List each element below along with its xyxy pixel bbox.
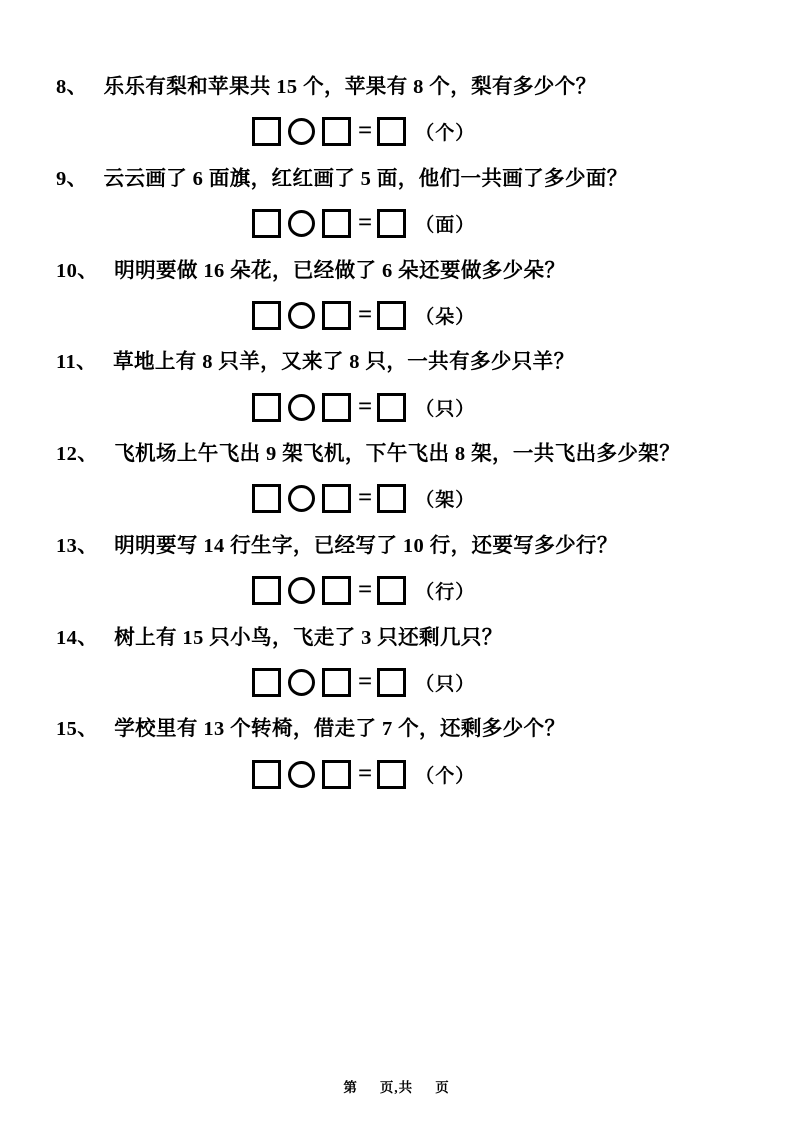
answer-box-2[interactable]	[322, 668, 351, 697]
answer-row	[56, 112, 737, 152]
answer-box-result[interactable]	[377, 301, 406, 330]
problem-item	[56, 531, 737, 611]
answer-box-1[interactable]	[252, 301, 281, 330]
problem-question	[56, 439, 737, 471]
problem-question	[56, 623, 737, 655]
answer-box-1[interactable]	[252, 760, 281, 789]
problem-question	[56, 164, 737, 196]
answer-unit: （朵）	[415, 306, 476, 328]
footer-total-label: 页,共	[379, 1080, 414, 1095]
problem-text: 明明要做 16 朵花，已经做了 6 朵还要做多少朵？	[114, 259, 566, 282]
equals-sign: =	[358, 300, 373, 328]
problem-text: 乐乐有梨和苹果共 15 个，苹果有 8 个，梨有多少个？	[103, 76, 597, 98]
operator-circle[interactable]	[288, 485, 315, 512]
problem-text: 云云画了 6 面旗，红红画了 5 面，他们一共画了多少面？	[103, 167, 628, 190]
operator-circle[interactable]	[288, 761, 315, 788]
answer-box-result[interactable]	[377, 576, 406, 605]
answer-box-1[interactable]	[252, 484, 281, 513]
footer-page-label: 第	[343, 1080, 358, 1095]
problem-question	[56, 347, 737, 379]
problem-number: 9、	[56, 167, 88, 190]
answer-unit: （面）	[415, 215, 476, 237]
operator-circle[interactable]	[288, 210, 315, 237]
problem-item	[56, 714, 737, 794]
answer-box-result[interactable]	[377, 484, 406, 513]
page-footer	[0, 1076, 793, 1096]
problem-question	[56, 72, 737, 104]
problem-text: 明明要写 14 行生字，已经写了 10 行，还要写多少行？	[114, 534, 618, 557]
answer-row	[56, 387, 737, 427]
problem-item	[56, 439, 737, 519]
problem-item	[56, 347, 737, 427]
answer-box-2[interactable]	[322, 576, 351, 605]
answer-row	[56, 204, 737, 244]
problem-item	[56, 256, 737, 336]
answer-row	[56, 295, 737, 335]
answer-row	[56, 571, 737, 611]
answer-box-2[interactable]	[322, 117, 351, 146]
equals-sign: =	[358, 209, 373, 237]
problem-item	[56, 72, 737, 152]
answer-box-2[interactable]	[322, 209, 351, 238]
equals-sign: =	[358, 392, 373, 420]
answer-row	[56, 662, 737, 702]
operator-circle[interactable]	[288, 394, 315, 421]
footer-page-suffix: 页	[435, 1080, 450, 1095]
answer-unit: （个）	[415, 123, 476, 145]
answer-box-2[interactable]	[322, 484, 351, 513]
answer-box-1[interactable]	[252, 393, 281, 422]
operator-circle[interactable]	[288, 577, 315, 604]
answer-unit: （行）	[415, 582, 476, 604]
answer-box-2[interactable]	[322, 760, 351, 789]
equals-sign: =	[358, 576, 373, 604]
answer-row	[56, 479, 737, 519]
problem-number: 12、	[56, 443, 99, 466]
problem-text: 树上有 15 只小鸟，飞走了 3 只还剩几只？	[114, 626, 503, 649]
problem-number: 8、	[56, 76, 88, 98]
answer-box-1[interactable]	[252, 117, 281, 146]
problem-question	[56, 256, 737, 288]
problem-number: 11、	[56, 351, 98, 374]
problem-item	[56, 164, 737, 244]
equals-sign: =	[358, 484, 373, 512]
answer-box-2[interactable]	[322, 301, 351, 330]
problem-number: 14、	[56, 626, 99, 649]
answer-box-result[interactable]	[377, 209, 406, 238]
problem-text: 学校里有 13 个转椅，借走了 7 个，还剩多少个？	[114, 718, 566, 741]
answer-unit: （只）	[415, 673, 476, 695]
answer-unit: （架）	[415, 490, 476, 512]
problem-number: 13、	[56, 534, 99, 557]
problem-question	[56, 531, 737, 563]
answer-box-result[interactable]	[377, 668, 406, 697]
problem-number: 15、	[56, 718, 99, 741]
equals-sign: =	[358, 667, 373, 695]
answer-box-1[interactable]	[252, 209, 281, 238]
problem-number: 10、	[56, 259, 99, 282]
answer-box-1[interactable]	[252, 576, 281, 605]
operator-circle[interactable]	[288, 118, 315, 145]
answer-box-result[interactable]	[377, 393, 406, 422]
problem-text: 草地上有 8 只羊，又来了 8 只，一共有多少只羊？	[113, 351, 575, 374]
operator-circle[interactable]	[288, 669, 315, 696]
answer-unit: （个）	[415, 765, 476, 787]
problem-text: 飞机场上午飞出 9 架飞机，下午飞出 8 架，一共飞出多少架？	[114, 443, 681, 466]
equals-sign: =	[358, 759, 373, 787]
answer-box-result[interactable]	[377, 760, 406, 789]
operator-circle[interactable]	[288, 302, 315, 329]
answer-row	[56, 754, 737, 794]
problem-question	[56, 714, 737, 746]
answer-box-1[interactable]	[252, 668, 281, 697]
problem-item	[56, 623, 737, 703]
answer-box-2[interactable]	[322, 393, 351, 422]
answer-unit: （只）	[415, 398, 476, 420]
equals-sign: =	[358, 117, 373, 145]
answer-box-result[interactable]	[377, 117, 406, 146]
